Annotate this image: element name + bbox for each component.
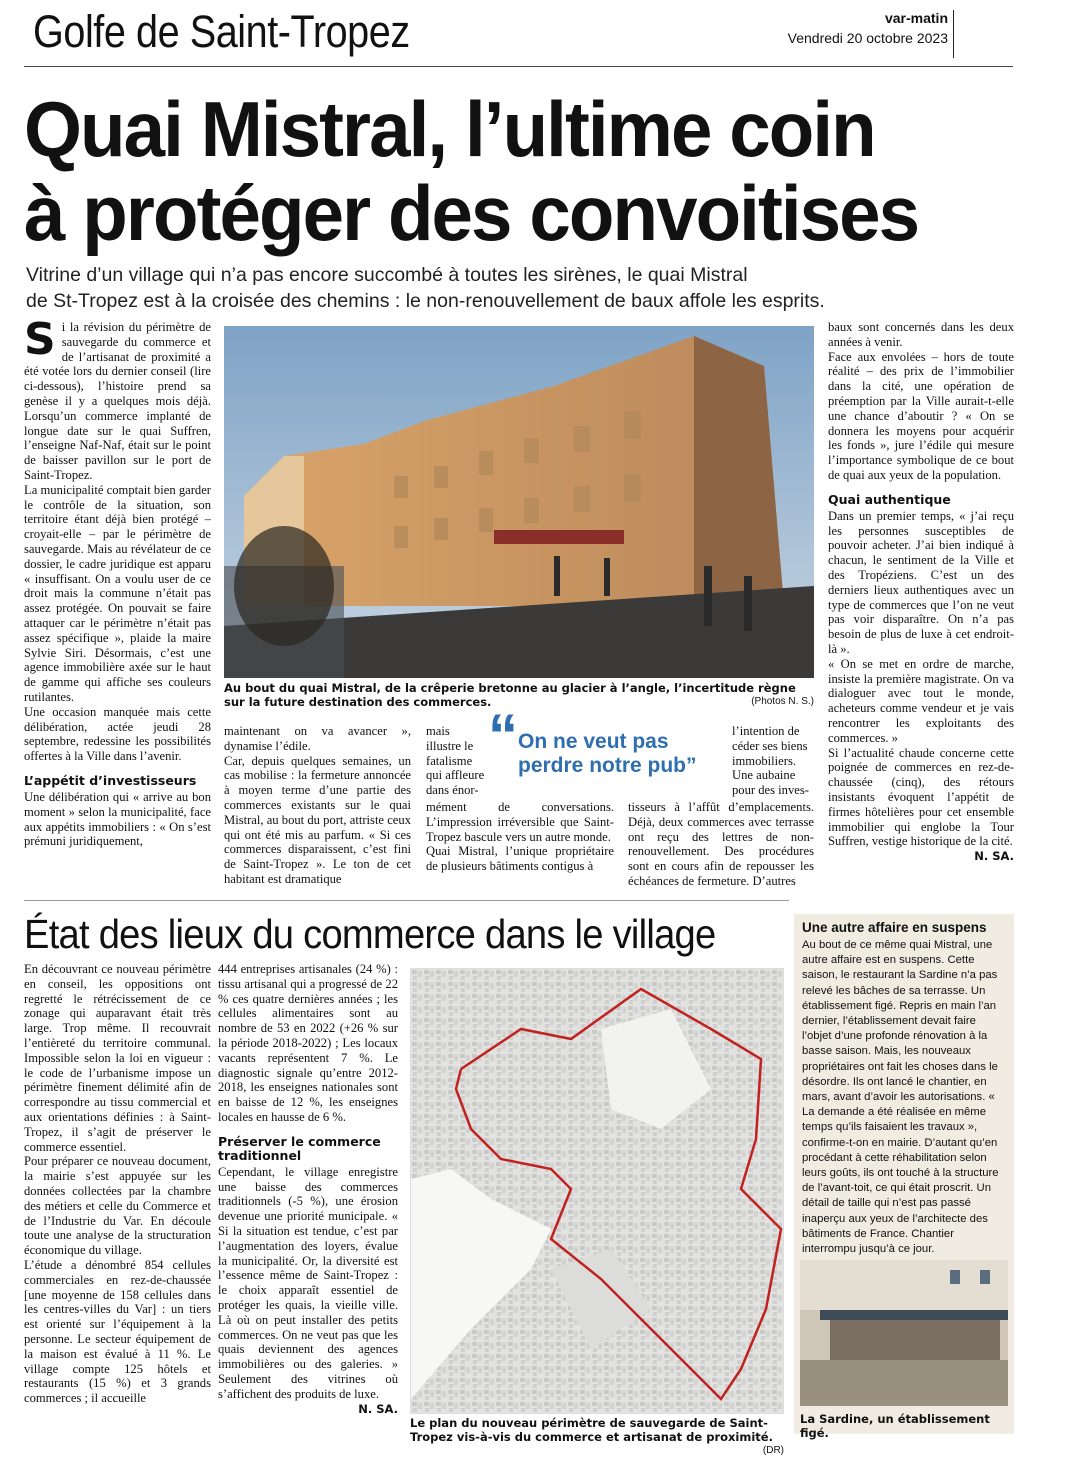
article-column-3	[426, 800, 614, 894]
subheading: Préserver le commerce traditionnel	[218, 1133, 381, 1163]
paragraph: La municipalité comptait bien garder le contrôle de la situation, son territoire étant déjà bien protégé – croyait-elle – par le périmètre de sauvegarde. Mais au révélateur de ce dossier, le cadre juridique est apparu « insuffisant. On a voulu user de ce droit mais la commune n’était pas assez protégée. On pouvait se faire attaquer car le périmètre n’était pas assez spécifique », plaide la maire Sylvie Siri. Désormais, c’est une agence immobilière axée sur le haut de gamme qui affiche ses couleurs rutilantes.	[24, 482, 211, 704]
headline-line-1: Quai Mistral, l’ultime coin	[24, 85, 875, 173]
header-rule	[24, 66, 1013, 67]
photo-caption	[224, 681, 814, 709]
article-column-1	[24, 320, 211, 890]
paragraph: Pour préparer ce nouveau document, la mairie s’est appuyée sur les données collectées par la chambre des métiers et celle du Commerce et de l’Industrie du Var. En découle toute une analyse de la structuration économique du village.	[24, 1154, 211, 1258]
map-caption-text: Le plan du nouveau périmètre de sauvegarde de Saint-Tropez vis-à-vis du commerce et artisanat de proximité.	[410, 1416, 773, 1444]
sidebar-photo-caption: La Sardine, un établissement figé.	[800, 1412, 990, 1440]
paragraph: Une délibération qui « arrive au bon moment » selon la municipalité, face aux appétits immobiliers : « On s’est prémuni juridiquement,	[24, 789, 211, 849]
photo-caption-text: Au bout du quai Mistral, de la crêperie bretonne au glacier à l’angle, l’incertitude règne sur la future destination des commerces.	[224, 681, 796, 709]
paragraph: mément de conversations. L’impression irréversible que Saint-Tropez bascule vers un autre monde.	[426, 800, 614, 844]
photo-credit: (Photos N. S.)	[751, 696, 814, 707]
subheading: Quai authentique	[828, 491, 951, 507]
street-scene-illustration	[224, 326, 814, 678]
article-separator	[24, 900, 789, 901]
lead-line-1: Vitrine d’un village qui n’a pas encore succombé à toutes les sirènes, le quai Mistral	[26, 264, 748, 286]
pull-quote-line-1: On ne veut pas	[518, 730, 669, 753]
article2-column-1	[24, 962, 211, 1446]
map-illustration	[411, 969, 784, 1414]
article-column-2	[224, 724, 411, 894]
article2-column-2	[218, 962, 398, 1448]
subheading: L’appétit d’investisseurs	[24, 772, 197, 788]
paragraph: En découvrant ce nouveau périmètre en conseil, les oppositions ont regretté le rétrécissement de ce zonage qui auparavant était très large. Trop même. Il recouvrait l’entièreté du territoire communal. Impossible selon la loi en vigueur : le code de l’urbanisme impose un périmètre finement délimité afin de correspondre au tissu commercial et aux orientations définies : à Saint-Tropez, il s’agit de préserver le commerce essentiel.	[24, 962, 211, 1154]
issue-date: Vendredi 20 octobre 2023	[787, 30, 948, 46]
paragraph: Dans un premier temps, « j’ai reçu les personnes susceptibles de pouvoir acheter. J’ai bien indiqué à chacun, le sentiment de la Ville et des Tropéziens. C’est un des derniers lieux authentiques avec un type de commerces que l’on ne veut pas voir disparaître. On n’a pas besoin de plus de luxe à cet endroit-là ».	[828, 508, 1014, 656]
paragraph: Quai Mistral, l’unique propriétaire de plusieurs bâtiments contigus à	[426, 844, 614, 874]
paragraph: L’étude a dénombré 854 cellules commerciales en rez-de-chaussée [une moyenne de 158 cellules dans les centres-villes du Var] : un tiers est orienté sur l’équipement à la personne. Le secteur équipement de la maison est évalué à 11 %. Le village compte 125 hôtels et restaurants (15 %) et 3 grands commerces ; il accueille	[24, 1257, 211, 1406]
quai-mistral-photo	[224, 326, 814, 678]
paragraph: Une occasion manquée mais cette délibération, actée jeudi 28 septembre, redessine les possibilités offertes à la Ville dans l’avenir.	[24, 704, 211, 764]
perimeter-map	[410, 968, 784, 1414]
drop-cap: S	[24, 320, 56, 365]
author-signature: N. SA.	[974, 849, 1014, 864]
paragraph: baux sont concernés dans les deux années à venir.	[828, 320, 1014, 349]
section-title: Golfe de Saint-Tropez	[33, 6, 410, 57]
newspaper-name: var-matin	[884, 10, 948, 26]
paragraph: « On se met en ordre de marche, insiste la première magistrate. On va dialoguer avec tout le monde, acheteurs comme vendeur et je vais rencontrer les exploitants des commerces. »	[828, 656, 1014, 745]
map-credit: (DR)	[762, 1445, 784, 1456]
pull-quote-mark: “	[488, 702, 518, 769]
sidebar-box	[794, 914, 1014, 1440]
la-sardine-photo	[800, 1260, 1008, 1406]
paragraph: Cependant, le village enregistre une baisse des commerces traditionnels (-5 %), une érosion devenue une priorité municipale. « Si la situation est tendue, c’est par l’augmentation des loyers, évalue la municipalité. Or, la diversité est l’essence même de Saint-Tropez : le choix apparaît essentiel de protéger les quais, la vieille ville. Là où on peut installer des petits commerces. On ne veut pas que les quais deviennent des agences immobilières ou des galeries. » Seulement des vitrines où s’affichent des produits de luxe.	[218, 1164, 398, 1401]
sidebar-text: Au bout de ce même quai Mistral, une autre affaire est en suspens. Cette saison, le restaurant la Sardine n’a pas relevé les bâches de sa terrasse. Un établissement figé. Repris en main l’an dernier, l’établissement devait faire l’objet d’une profonde rénovation à la basse saison. Mais, les nouveaux propriétaires ont fait les choses dans le désordre. Ils ont lancé le chantier, en mars, avant d’avoir les autorisations. « La demande a été réalisée en même temps qu’ils faisaient les travaux », confirme-t-on en mairie. D’autant qu’en procédant à cette réhabilitation selon leurs goûts, ils ont touché à la structure de l’avant-toit, ce qui était proscrit. Un détail de taille qui n’est pas passé inaperçu aux yeux de l’architecte des bâtiments de France. Chantier interrompu jusqu’à ce jour.	[802, 939, 999, 1256]
author-signature: N. SA.	[358, 1401, 398, 1416]
paragraph: Car, depuis quelques semaines, un cas mobilise : la fermeture annoncée à moyen terme d’une partie des commerces existants sur le quai Mistral, au bout du port, attriste ceux qui ont été mis au parfum. « Si ces commerces disparaissent, c’est fini de Saint-Tropez ». Le ton de cet habitant est dramatique	[224, 753, 411, 886]
restaurant-illustration	[800, 1260, 1008, 1406]
paragraph: Si l’actualité chaude concerne cette poignée de commerces en rez-de-chaussée (cinq), des rétours insistants évoquent l’appétit de firmes hôtelières pour cet ensemble immobilier qui englobe la Tour Suffren, vestige historique de la cité.	[828, 745, 1014, 849]
article-column-5	[828, 320, 1014, 890]
article-column-4	[628, 800, 814, 894]
lead-line-2: de St-Tropez est à la croisée des chemins : le non-renouvellement de baux affole les esprits.	[26, 290, 825, 312]
headline-line-2: à protéger des convoitises	[24, 169, 919, 257]
paragraph: Face aux envolées – hors de toute réalité – des prix de l’immobilier dans la cité, une opération de préemption par la Ville aurait-t-elle une chance d’aboutir ? « On se donnera les moyens pour acquérir les fonds », jure l’édile qui mesure l’importance symbolique de ce bout de quai aux yeux de la population.	[828, 349, 1014, 482]
header-vertical-rule	[953, 10, 954, 58]
paragraph: 444 entreprises artisanales (24 %) : tissu artisanal qui a progressé de 22 % ces quatre dernières années ; les cellules alimentaires sont au nombre de 53 en 2022 (+26 % sur la période 2018-2022) ; Les locaux vacants représentent 7 %. Le diagnostic signale qu’entre 2012-2018, les enseignes nationales sont en baisse de 12 %, les enseignes locales en hausse de 6 %.	[218, 962, 398, 1124]
pull-quote-line-2: perdre notre pub”	[518, 754, 697, 777]
article-column-3-top: mais illustre le fatalisme qui affleure dans énor-	[426, 724, 485, 798]
article2-headline: État des lieux du commerce dans le village	[24, 911, 716, 957]
sidebar-title: Une autre affaire en suspens	[802, 920, 987, 935]
paragraph: tisseurs à l’affût d’emplacements. Déjà, deux commerces avec terrasse ont reçu des lettres de non-renouvellement. Des procédures sont en cours afin de repousser les échéances de fermeture. D’autres	[628, 800, 814, 888]
map-caption	[410, 1416, 784, 1458]
article-column-4-top: l’intention de céder ses biens immobiliers. Une aubaine pour des inves-	[732, 724, 809, 798]
paragraph: i la révision du périmètre de sauvegarde du commerce et de l’artisanat de proximité a été votée lors du dernier conseil (lire ci-dessous), l’histoire prend sa genèse il y a quelques mois déjà. Lorsqu’un commerce implanté de longue date sur le quai Suffren, l’enseigne Naf-Naf, était sur le point de baisser pavillon sur le port de Saint-Tropez.	[24, 320, 211, 482]
paragraph: maintenant on va avancer », dynamise l’édile.	[224, 724, 411, 753]
